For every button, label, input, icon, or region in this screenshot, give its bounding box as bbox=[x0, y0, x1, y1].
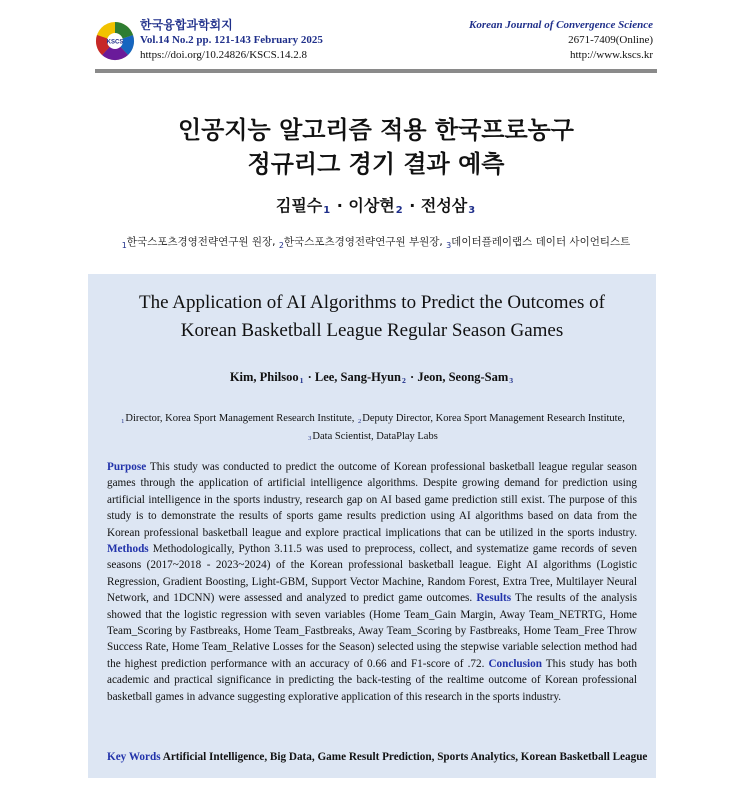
korean-title bbox=[95, 113, 657, 181]
results-label: Results bbox=[476, 592, 512, 605]
purpose-label: Purpose bbox=[107, 461, 147, 473]
journal-logo bbox=[95, 21, 135, 61]
english-authors bbox=[88, 370, 656, 385]
journal-name-en: Korean Journal of Convergence Science bbox=[469, 19, 653, 31]
author-number: 1 bbox=[323, 205, 331, 217]
keywords-text: Artificial Intelligence, Big Data, Game Result Prediction, Sports Analytics, Korean Basketball League bbox=[160, 751, 648, 763]
affil-text: Data Scientist, DataPlay Labs bbox=[312, 430, 438, 442]
purpose-text: This study was conducted to predict the outcome of Korean professional basketball league regular season games through the application of artificial intelligence algorithms. Despite growing demand for prediction using artificial intelligence in the sports industry, research gap on AI based game prediction still exist. The purpose of this study is to demonstrate the results of sports game results prediction using AI algorithms based on data from the Korean professional basketball league and explore practical implications that can be utilized in the sports industry. bbox=[107, 461, 637, 539]
korean-authors bbox=[95, 193, 657, 216]
author-number: 2 bbox=[402, 375, 406, 385]
volume-line: Vol.14 No.2 pp. 121-143 February 2025 bbox=[140, 34, 323, 46]
author-name: Jeon, Seong-Sam bbox=[417, 370, 509, 384]
affil-number: 1 bbox=[121, 417, 125, 425]
english-affil-line1 bbox=[105, 411, 640, 429]
author-number: 3 bbox=[509, 375, 514, 385]
affil-text: Director, Korea Sport Management Research Institute, bbox=[125, 413, 358, 424]
author-separator: · bbox=[403, 196, 421, 215]
conclusion-text: This study has both academic and practical significance in predicting the back-testing of the realtime outcome of Korean professional basketball games in advance suggesting explorative application of this research in the sports industry. bbox=[107, 657, 637, 703]
korean-title-line1: 인공지능 알고리즘 적용 한국프로농구 bbox=[177, 116, 574, 144]
keywords-label: Key Words bbox=[107, 751, 161, 763]
author-name: Lee, Sang-Hyun bbox=[314, 370, 402, 384]
affil-text: 한국스포츠경영전략연구원 부원장, bbox=[283, 236, 447, 248]
author-separator: · bbox=[406, 370, 418, 384]
english-affil-line2 bbox=[105, 429, 640, 447]
korean-affiliations bbox=[95, 234, 657, 250]
affil-text: 한국스포츠경영전략연구원 원장, bbox=[126, 236, 279, 248]
methods-text: Methodologically, Python 3.11.5 was used to preprocess, collect, and systematize game records of seven seasons (2017~2018 - 2023~2024) of the Korean professional basketball league. Eight AI algorithms (Logistic Regression, Gradient Boosting, Light-GBM, Support Vector Machine, Random Forest, Extra Tree, Multilayer Neural Network, and 1DCNN) were assessed and analyzed to predict game outcomes. bbox=[107, 543, 637, 605]
author-name: Kim, Philsoo bbox=[229, 370, 299, 384]
english-title bbox=[88, 289, 656, 345]
header-divider bbox=[95, 69, 657, 73]
logo-text: KSCS bbox=[106, 39, 124, 46]
english-affiliations bbox=[105, 411, 640, 446]
header-left bbox=[140, 18, 323, 63]
author-separator: · bbox=[331, 196, 349, 215]
author-number: 1 bbox=[299, 375, 304, 385]
english-title-line1: The Application of AI Algorithms to Predict the Outcomes of bbox=[139, 292, 605, 313]
author-number: 3 bbox=[468, 205, 476, 217]
keywords bbox=[107, 751, 648, 763]
abstract-text bbox=[107, 459, 637, 705]
author-name: 이상현 bbox=[348, 196, 395, 215]
affil-number: 2 bbox=[278, 240, 284, 250]
website-link[interactable]: http://www.kscs.kr bbox=[569, 49, 653, 61]
affil-number: 1 bbox=[121, 240, 127, 250]
results-text: The results of the analysis showed that the logistic regression with seven variables (Home Team_Gain Margin, Away Team_NETRTG, Home Team_Scoring by Fastbreaks, Home Team_Fastbreaks, Away Team_Scoring by Fastbreaks, Home Team_Free Throw Success Rate, Home Team_Relative Losses for the Season) selected using the stepwise variable selection method had the highest prediction performance with an accuracy of 0.66 and F1-score of .72. bbox=[107, 592, 637, 670]
header-right bbox=[469, 18, 653, 63]
korean-title-line2: 정규리그 경기 결과 예측 bbox=[247, 150, 505, 178]
author-separator: · bbox=[304, 370, 315, 384]
affil-number: 3 bbox=[446, 240, 452, 250]
conclusion-label: Conclusion bbox=[488, 657, 542, 670]
affil-text: 데이터플레이랩스 데이터 사이언티스트 bbox=[451, 236, 631, 248]
doi-link[interactable]: https://doi.org/10.24826/KSCS.14.2.8 bbox=[140, 49, 307, 61]
author-name: 김필수 bbox=[275, 196, 323, 215]
affil-number: 2 bbox=[358, 417, 362, 425]
english-title-line2: Korean Basketball League Regular Season Games bbox=[180, 320, 564, 341]
issn: 2671-7409(Online) bbox=[568, 34, 653, 46]
methods-label: Methods bbox=[107, 543, 149, 556]
journal-name-ko: 한국융합과학회지 bbox=[140, 18, 233, 32]
affil-text: Deputy Director, Korea Sport Management Research Institute, bbox=[362, 413, 625, 424]
affil-number: 3 bbox=[308, 435, 312, 443]
author-name: 전성삼 bbox=[420, 196, 468, 215]
author-number: 2 bbox=[395, 205, 403, 217]
